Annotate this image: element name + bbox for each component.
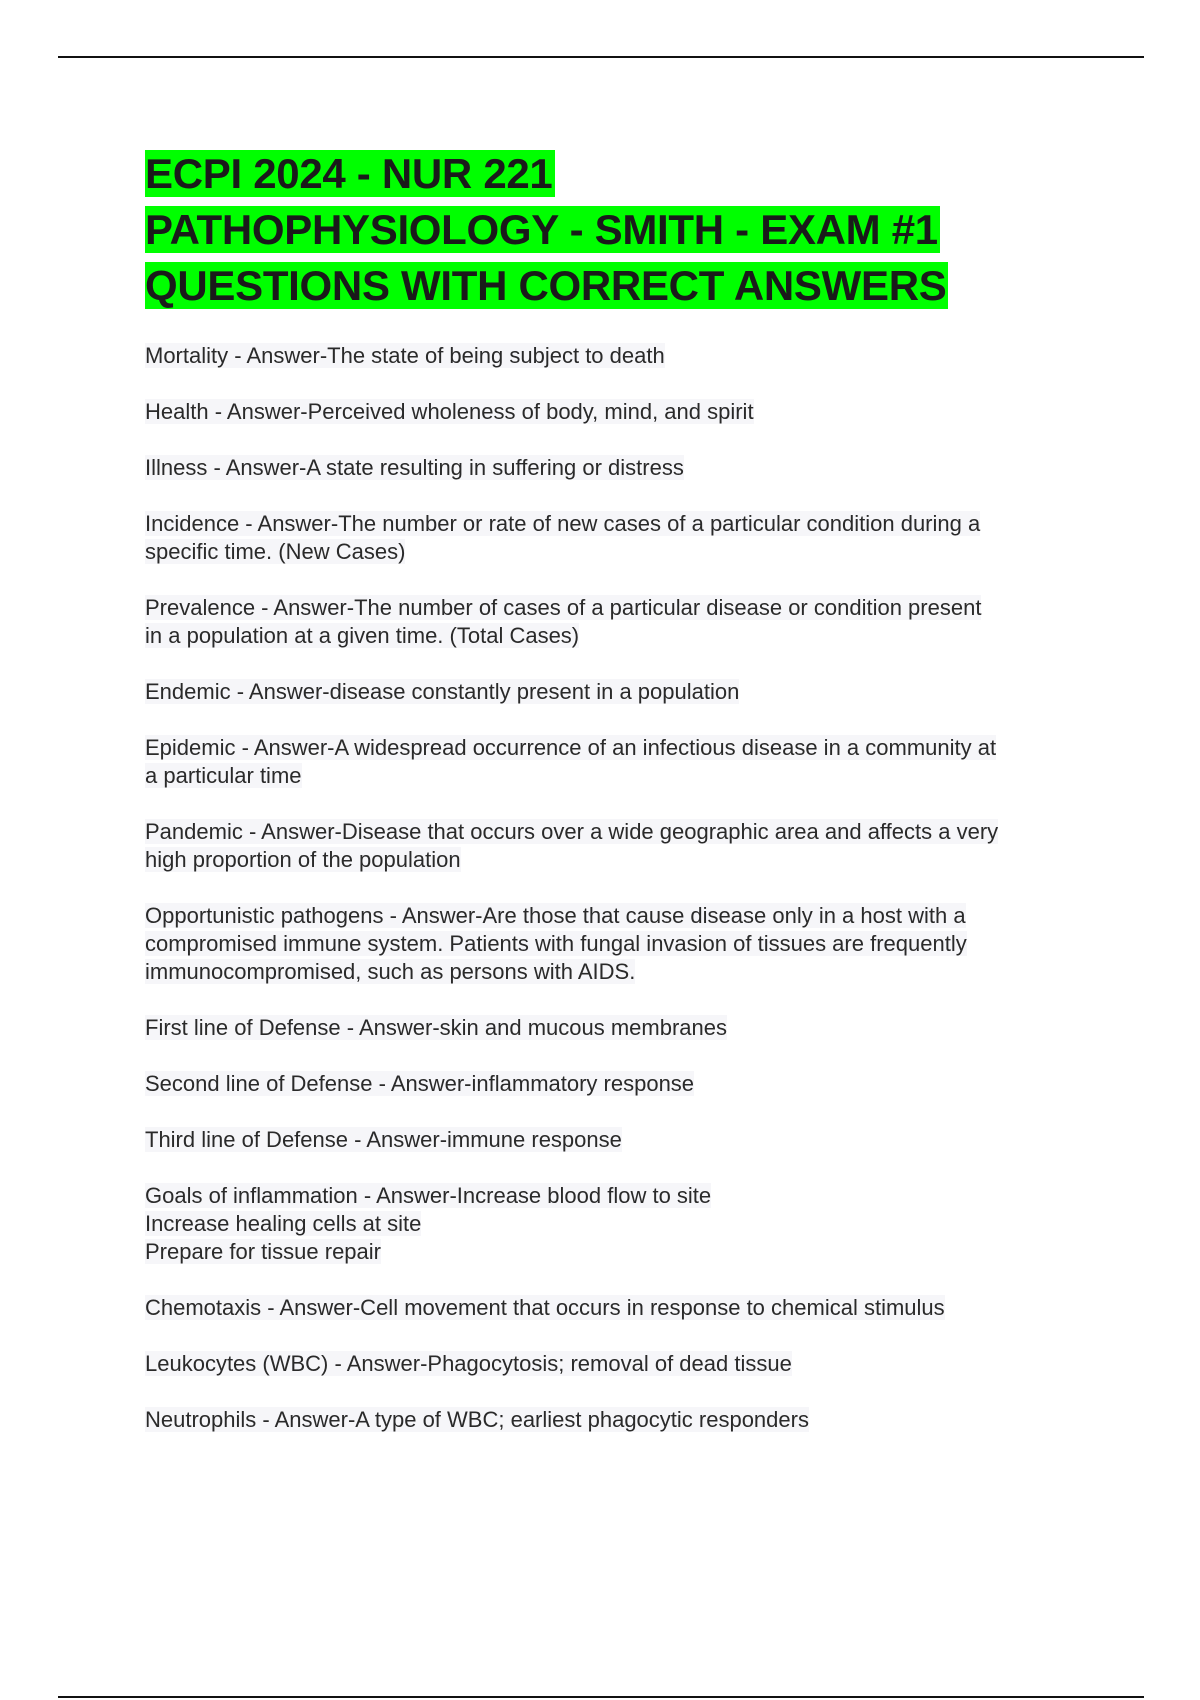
qa-entry-line <box>145 622 1095 650</box>
title-line-1: ECPI 2024 - NUR 221 <box>145 150 553 197</box>
qa-entry-line <box>145 762 1095 790</box>
qa-entry-line <box>145 1070 1095 1098</box>
qa-entry-line <box>145 398 1095 426</box>
qa-entry <box>145 734 1095 790</box>
qa-entry-line <box>145 510 1095 538</box>
qa-entry <box>145 1070 1095 1098</box>
qa-entry-line <box>145 1350 1095 1378</box>
qa-entry-text: Chemotaxis - Answer-Cell movement that occurs in response to chemical stimulus <box>145 1295 945 1320</box>
title-line-2: PATHOPHYSIOLOGY - SMITH - EXAM #1 <box>145 206 938 253</box>
qa-entry-text: a particular time <box>145 763 302 788</box>
qa-entry-line <box>145 678 1095 706</box>
qa-entry <box>145 902 1095 986</box>
qa-entry <box>145 1182 1095 1266</box>
qa-entry <box>145 678 1095 706</box>
qa-entry-line <box>145 1126 1095 1154</box>
qa-entry-line <box>145 1210 1095 1238</box>
qa-entry-line <box>145 594 1095 622</box>
qa-entry-line <box>145 846 1095 874</box>
qa-entry <box>145 454 1095 482</box>
qa-entry-line <box>145 734 1095 762</box>
qa-entry-line <box>145 1238 1095 1266</box>
qa-entry-text: specific time. (New Cases) <box>145 539 406 564</box>
qa-entry-text: Increase healing cells at site <box>145 1211 422 1236</box>
qa-entry <box>145 594 1095 650</box>
qa-entry-line <box>145 454 1095 482</box>
qa-entry-line <box>145 818 1095 846</box>
qa-entry-text: Prevalence - Answer-The number of cases of a particular disease or condition present <box>145 595 982 620</box>
qa-entry-text: Neutrophils - Answer-A type of WBC; earliest phagocytic responders <box>145 1407 809 1432</box>
qa-entry-text: Opportunistic pathogens - Answer-Are those that cause disease only in a host with a <box>145 903 966 928</box>
qa-entry-text: Epidemic - Answer-A widespread occurrence of an infectious disease in a community at <box>145 735 997 760</box>
qa-entry-text: Leukocytes (WBC) - Answer-Phagocytosis; removal of dead tissue <box>145 1351 792 1376</box>
document-title <box>145 146 1095 314</box>
qa-entry-line <box>145 958 1095 986</box>
qa-entry <box>145 1014 1095 1042</box>
qa-entry-text: Health - Answer-Perceived wholeness of body, mind, and spirit <box>145 399 754 424</box>
document-body <box>145 146 1095 1462</box>
qa-entry <box>145 818 1095 874</box>
qa-entry-list <box>145 342 1095 1434</box>
qa-entry-text: Second line of Defense - Answer-inflammatory response <box>145 1071 695 1096</box>
qa-entry <box>145 510 1095 566</box>
qa-entry <box>145 1126 1095 1154</box>
header-rule <box>58 56 1144 58</box>
qa-entry <box>145 342 1095 370</box>
qa-entry-text: in a population at a given time. (Total Cases) <box>145 623 580 648</box>
title-highlight <box>145 150 948 309</box>
qa-entry <box>145 1406 1095 1434</box>
qa-entry <box>145 1350 1095 1378</box>
qa-entry-text: Prepare for tissue repair <box>145 1239 381 1264</box>
qa-entry-text: First line of Defense - Answer-skin and mucous membranes <box>145 1015 728 1040</box>
qa-entry-line <box>145 538 1095 566</box>
qa-entry-text: immunocompromised, such as persons with AIDS. <box>145 959 636 984</box>
qa-entry-text: high proportion of the population <box>145 847 461 872</box>
qa-entry-text: compromised immune system. Patients with fungal invasion of tissues are frequently <box>145 931 967 956</box>
qa-entry-text: Mortality - Answer-The state of being subject to death <box>145 343 665 368</box>
qa-entry-line <box>145 930 1095 958</box>
qa-entry-text: Endemic - Answer-disease constantly present in a population <box>145 679 740 704</box>
qa-entry-line <box>145 1014 1095 1042</box>
qa-entry <box>145 398 1095 426</box>
qa-entry-text: Pandemic - Answer-Disease that occurs over a wide geographic area and affects a very <box>145 819 999 844</box>
qa-entry-line <box>145 342 1095 370</box>
qa-entry-line <box>145 1182 1095 1210</box>
qa-entry-line <box>145 902 1095 930</box>
qa-entry-text: Third line of Defense - Answer-immune response <box>145 1127 622 1152</box>
footer-rule <box>58 1696 1144 1698</box>
title-line-3: QUESTIONS WITH CORRECT ANSWERS <box>145 262 947 309</box>
qa-entry-line <box>145 1294 1095 1322</box>
qa-entry <box>145 1294 1095 1322</box>
qa-entry-text: Goals of inflammation - Answer-Increase blood flow to site <box>145 1183 712 1208</box>
qa-entry-line <box>145 1406 1095 1434</box>
qa-entry-text: Illness - Answer-A state resulting in suffering or distress <box>145 455 684 480</box>
qa-entry-text: Incidence - Answer-The number or rate of new cases of a particular condition during a <box>145 511 981 536</box>
